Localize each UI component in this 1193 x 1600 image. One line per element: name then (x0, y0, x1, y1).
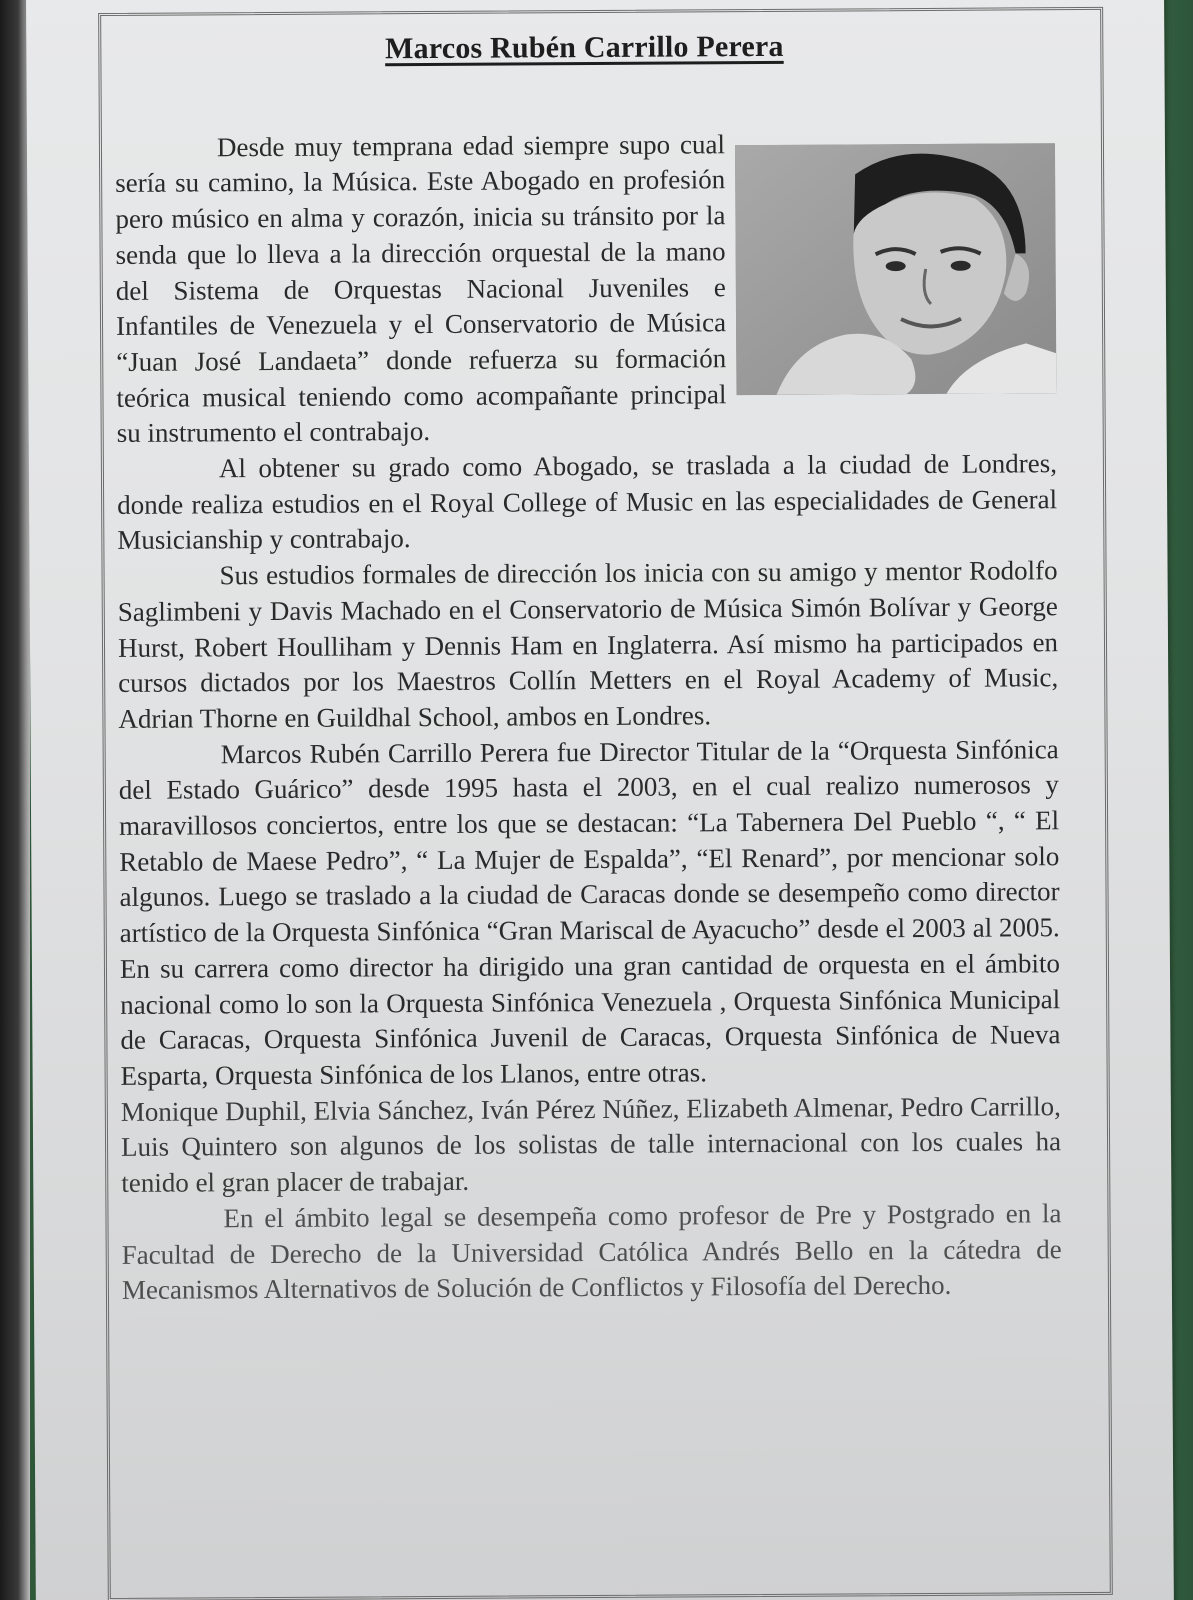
biography-paragraph: En el ámbito legal se desempeña como profesor de Pre y Postgrado en la Facultad de Derecho de la Universidad Católica Andrés Bello en la cátedra de Mecanismos Alternativos de Solución de Conflictos y Filosofía del Derecho. (121, 1197, 1062, 1306)
page-title: Marcos Rubén Carrillo Perera (384, 29, 784, 66)
printed-page (26, 0, 1174, 1600)
portrait-icon (735, 143, 1057, 395)
biography-paragraph: Desde muy temprana edad siempre supo cual sería su camino, la Música. Este Abogado en profesión pero músico en alma y corazón, inicia su tránsito por la senda que lo lleva a la dirección orquestal de la mano del Sistema de Orquestas Nacional Juveniles e Infantiles de Venezuela y el Conservatorio de Música “Juan José Landaeta” donde refuerza su formación teórica musical teniendo como acompañante principal su instrumento el contrabajo. (115, 128, 727, 449)
biography-paragraph: Marcos Rubén Carrillo Perera fue Director Titular de la “Orquesta Sinfónica del Estado Guárico” desde 1995 hasta el 2003, en el cual realizo numerosos y maravillosos conciertos, entre los que se destacan: “La Tabernera Del Pueblo “, “ El Retablo de Maese Pedro”, “ La Mujer de Espalda”, “El Renard”, por mencionar solo algunos. Luego se traslado a la ciudad de Caracas donde se desempeño como director artístico de la Orquesta Sinfónica “Gran Mariscal de Ayacucho” desde el 2003 al 2005. En su carrera como director ha dirigido una gran cantidad de orquesta en el ámbito nacional como lo son la Orquesta Sinfónica Venezuela , Orquesta Sinfónica Municipal de Caracas, Orquesta Sinfónica Juvenil de Caracas, Orquesta Sinfónica de Nueva Esparta, Orquesta Sinfónica de los Llanos, entre otras. (118, 733, 1061, 1091)
biography-paragraph: Sus estudios formales de dirección los inicia con su amigo y mentor Rodolfo Saglimbeni y Davis Machado en el Conservatorio de Música Simón Bolívar y George Hurst, Robert Houlliham y Dennis Ham en Inglaterra. Así mismo ha participados en cursos dictados por los Maestros Collín Metters en el Royal Academy of Music, Adrian Thorne en Guildhal School, ambos en Londres. (117, 555, 1059, 734)
page-content (114, 27, 1062, 1309)
binding-edge (0, 0, 30, 1600)
biography-paragraph: Monique Duphil, Elvia Sánchez, Iván Pérez Núñez, Elizabeth Almenar, Pedro Carrillo, Luis Quintero son algunos de los solistas de talle internacional con los cuales ha tenido el gran placer de trabajar. (120, 1090, 1062, 1199)
portrait-photo (735, 143, 1057, 395)
biography-paragraph: Al obtener su grado como Abogado, se traslada a la ciudad de Londres, donde realiza estudios en el Royal College of Music en las especialidades de General Musicianship y contrabajo. (117, 448, 1058, 556)
